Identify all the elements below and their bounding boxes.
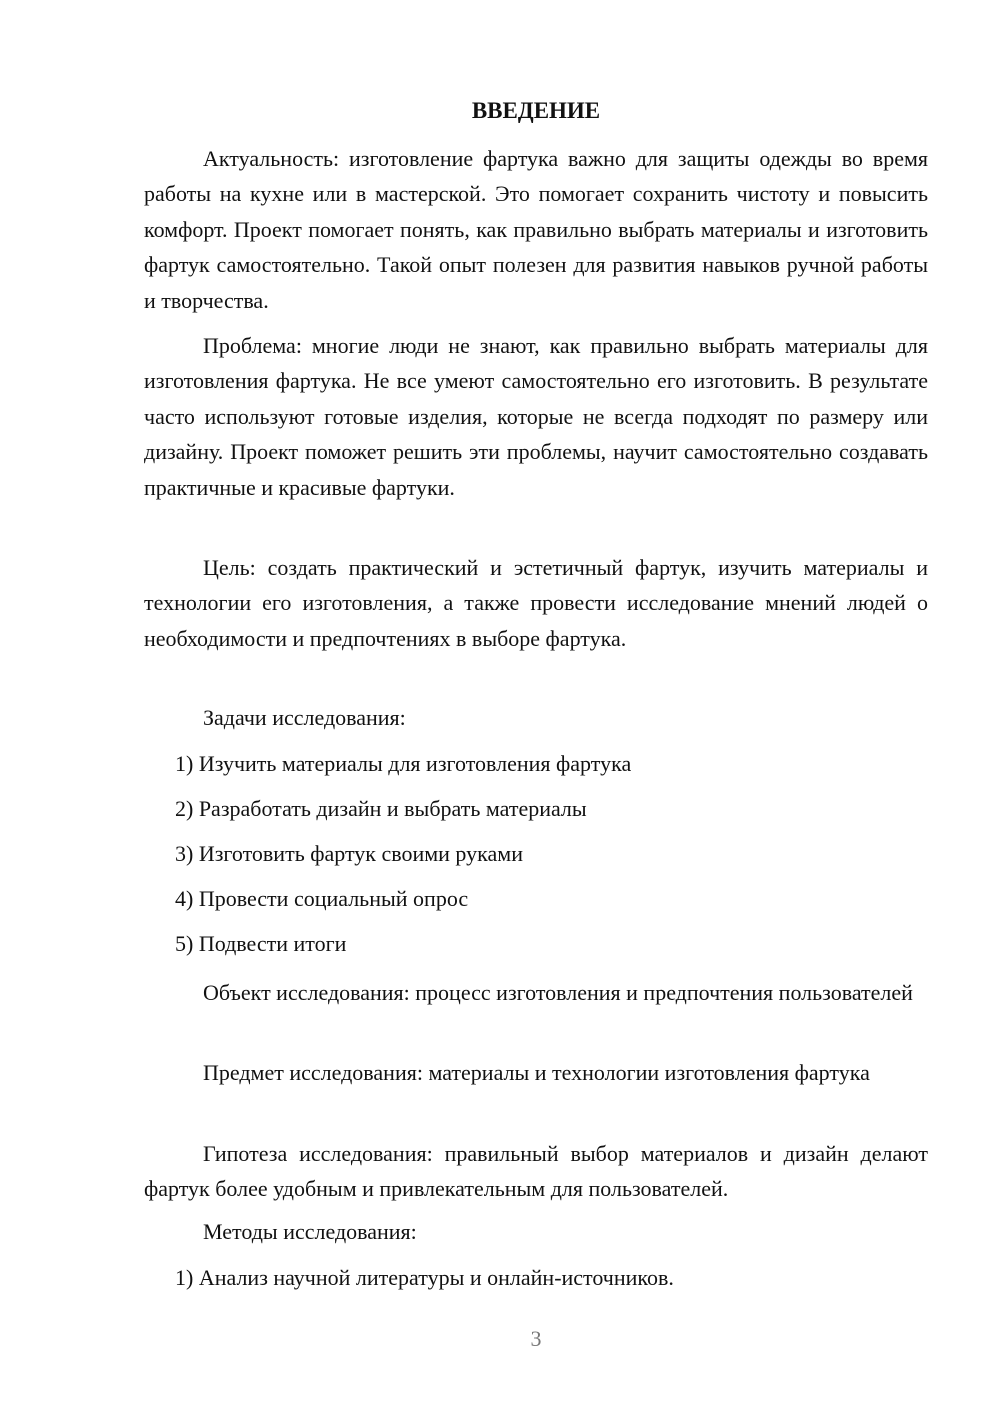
page-number: 3 — [530, 1326, 542, 1351]
list-item: 1) Анализ научной литературы и онлайн-источников. — [175, 1265, 674, 1290]
object-paragraph: Объект исследования: процесс изготовления и предпочтения пользователей — [203, 980, 913, 1005]
list-item: 1) Изучить материалы для изготовления фартука — [175, 751, 632, 776]
relevance-paragraph: Актуальность: изготовление фартука важно для защиты одежды во время работы на кухне или в мастерской. Это помогает сохранить чистоту и повысить комфорт. Проект помогает понять, как правильно выбрать материалы и изготовить фартук самостоятельно. Такой опыт полезен для развития навыков ручной работы и творчества. — [144, 146, 928, 313]
tasks-heading: Задачи исследования: — [203, 705, 406, 730]
goal-paragraph: Цель: создать практический и эстетичный фартук, изучить материалы и технологии его изготовления, а также провести исследование мнений людей о необходимости и предпочтениях в выборе фартука. — [144, 555, 928, 651]
list-item: 2) Разработать дизайн и выбрать материалы — [175, 796, 587, 821]
subject-paragraph: Предмет исследования: материалы и технологии изготовления фартука — [203, 1060, 870, 1085]
hypothesis-paragraph: Гипотеза исследования: правильный выбор материалов и дизайн делают фартук более удобным и привлекательным для пользователей. — [144, 1141, 928, 1202]
methods-heading: Методы исследования: — [203, 1219, 417, 1244]
page-title: ВВЕДЕНИЕ — [471, 98, 601, 123]
problem-paragraph: Проблема: многие люди не знают, как правильно выбрать материалы для изготовления фартука. Не все умеют самостоятельно его изготовить. В результате часто используют готовые изделия, которые не всегда подходят по размеру или дизайну. Проект поможет решить эти проблемы, научит самостоятельно создавать практичные и красивые фартуки. — [144, 333, 928, 500]
list-item: 5) Подвести итоги — [175, 931, 347, 956]
list-item: 3) Изготовить фартук своими руками — [175, 841, 523, 866]
list-item: 4) Провести социальный опрос — [175, 886, 469, 911]
